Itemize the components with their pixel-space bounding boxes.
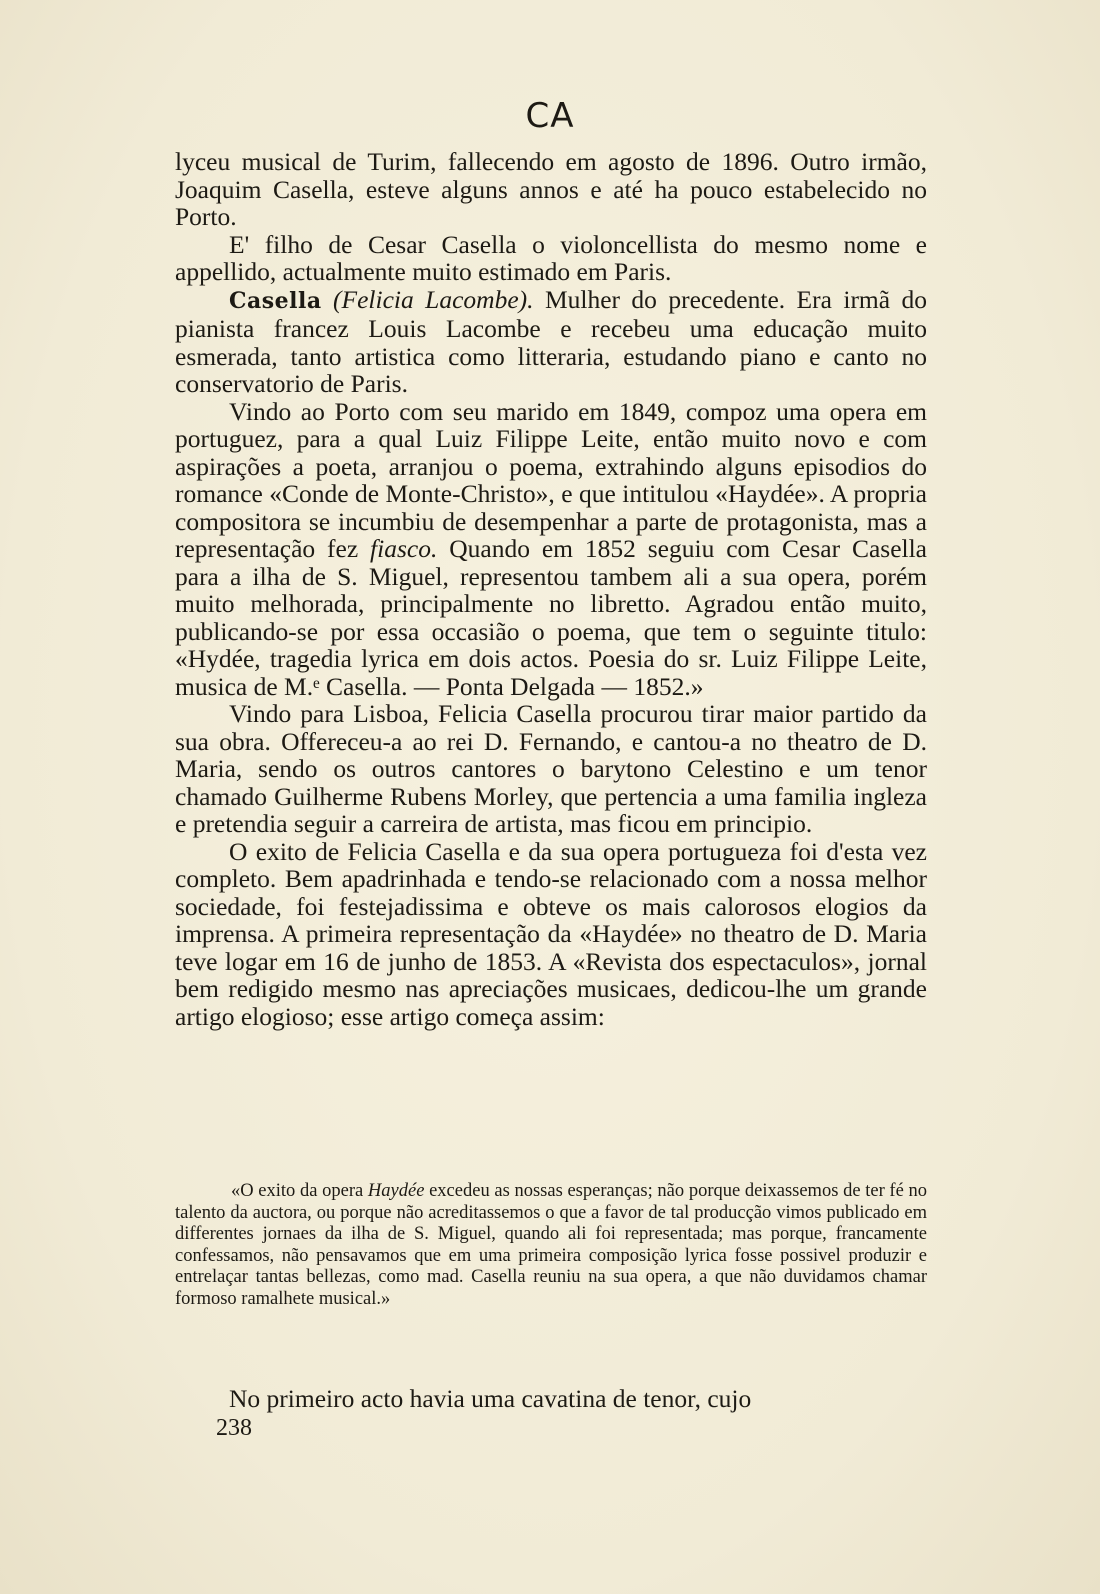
block-quote: [175, 1181, 927, 1311]
dictionary-entry: [175, 286, 927, 398]
paragraph: E' filho de Cesar Casella o violoncellista do mesmo nome e appellido, actualmente muito estimado em Paris.: [175, 229, 927, 286]
running-head: CA: [525, 96, 575, 136]
quote-segment: excedeu as nossas esperanças; não porque deixassemos de ter fé no talento da auctora, ou porque não acreditassemos o que a favor de tal producção vimos publicado em differentes jornaes da ilha de S. Miguel, quando ali foi representada; mas porque, francamente confessamos, não pensavamos que em uma primeira composição lyrica fosse possivel produzir e entrelaçar tantas bellezas, como mad. Casella reuniu na sua opera, a que não duvidamos chamar formoso ramalhete musical.»: [175, 1181, 927, 1309]
paragraph-text: Quando em 1852 seguiu com Cesar Casella para a ilha de S. Miguel, representou tambem ali a sua opera, porém muito melhorada, principalmente no libretto. Agradou então muito, publicando-se por essa occasião o poema, que tem o seguinte titulo: «Hydée, tragedia lyrica em dois actos. Poesia do sr. Luiz Filippe Leite, musica de M.ᵉ Casella. — Ponta Delgada — 1852.»: [175, 534, 927, 701]
main-text: [175, 148, 927, 1030]
paragraph: [175, 398, 927, 701]
quote-emphasis: Haydée: [367, 1181, 425, 1201]
entry-text: Mulher do precedente. Era irmã do pianista francez Louis Lacombe e recebeu uma educação muito esmerada, tanto artistica como litteraria, estudando piano e canto no conservatorio de Paris.: [175, 284, 928, 398]
emphasis-text: fiasco.: [370, 534, 438, 563]
entry-alt-name: (Felicia Lacombe).: [333, 284, 534, 314]
entry-headword: Casella: [229, 287, 322, 314]
paragraph: No primeiro acto havia uma cavatina de tenor, cujo: [229, 1384, 752, 1413]
quote-segment: «O exito da opera: [231, 1181, 368, 1201]
paragraph: Vindo para Lisboa, Felicia Casella procurou tirar maior partido da sua obra. Offereceu-a ao rei D. Fernando, e cantou-a no theatro de D. Maria, sendo os outros cantores o barytono Celestino e um tenor chamado Guilherme Rubens Morley, que pertencia a uma familia ingleza e pretendia seguir a carreira de artista, mas ficou em principio.: [175, 699, 927, 838]
paragraph-text: Vindo ao Porto com seu marido em 1849, compoz uma opera em portuguez, para a qual Luiz Filippe Leite, então muito novo e com aspirações a poeta, arranjou o poema, extrahindo alguns episodios do romance «Conde de Monte-Christo», e que intitulou «Haydée». A propria compositora se incumbiu de desempenhar a parte de protagonista, mas a representação fez: [175, 396, 927, 563]
page-number: 238: [216, 1415, 252, 1441]
quote-text: [175, 1181, 927, 1311]
paragraph: O exito de Felicia Casella e da sua opera portugueza foi d'esta vez completo. Bem apadrinhada e tendo-se relacionado com a nossa melhor sociedade, foi festejadissima e obteve os mais calorosos elogios da imprensa. A primeira representação da «Haydée» no theatro de D. Maria teve logar em 16 de junho de 1853. A «Revista dos espectaculos», jornal bem redigido mesmo nas apreciações musicaes, dedicou-lhe um grande artigo elogioso; esse artigo começa assim:: [175, 836, 927, 1031]
paragraph-continuation: lyceu musical de Turim, fallecendo em agosto de 1896. Outro irmão, Joaquim Casella, esteve alguns annos e até ha pouco estabelecido no Porto.: [175, 147, 927, 231]
closing-paragraph: [175, 1385, 927, 1413]
